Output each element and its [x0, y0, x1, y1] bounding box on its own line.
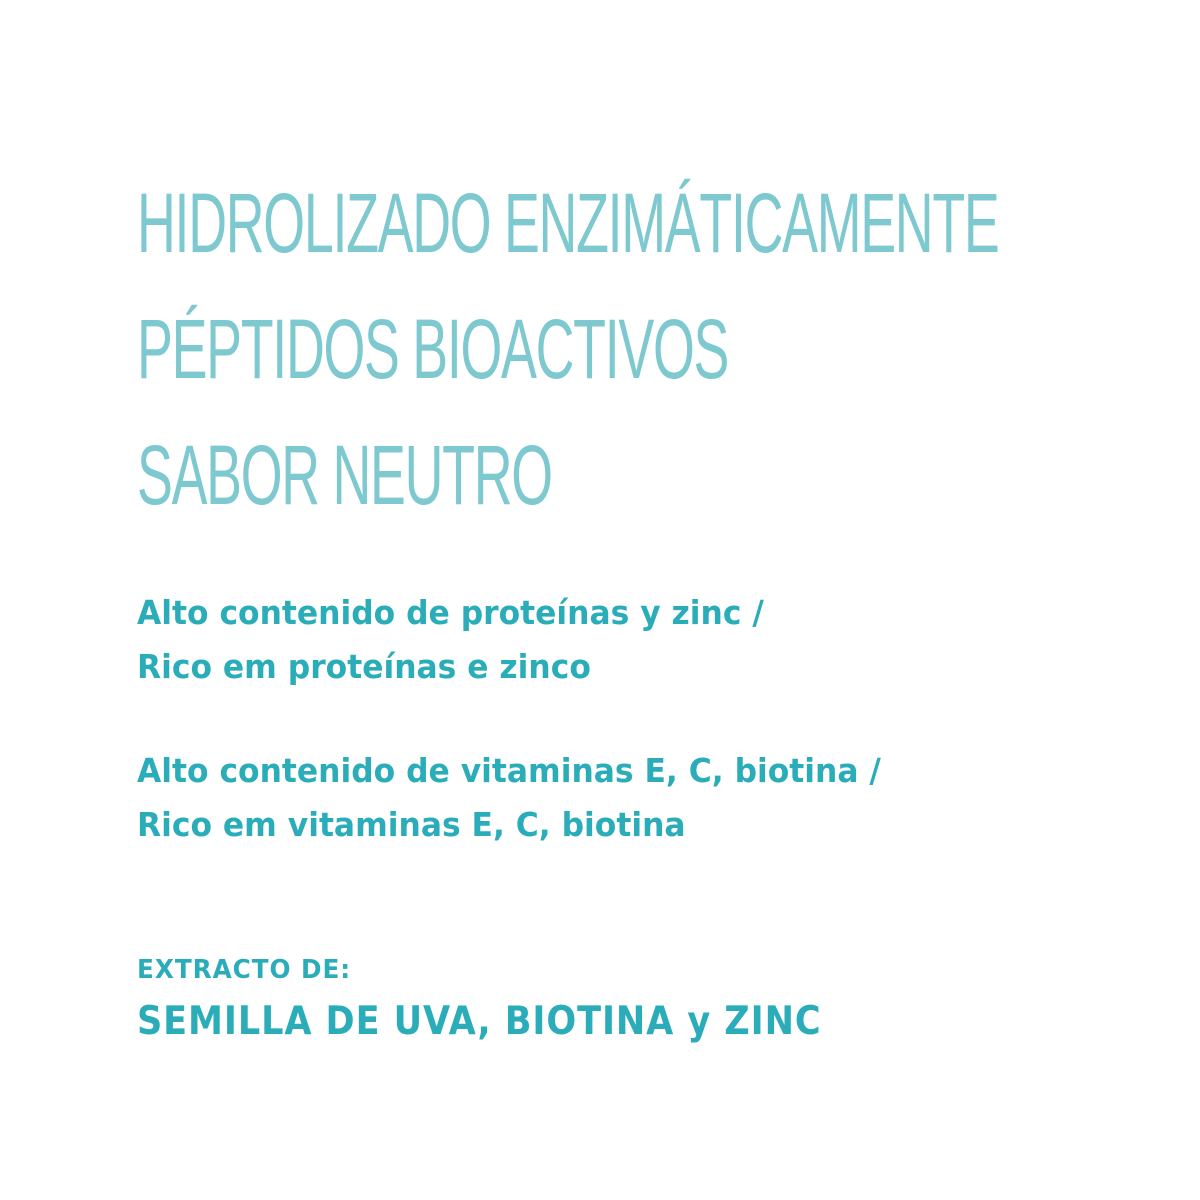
claim-protein-zinc [137, 586, 764, 694]
extract-label: EXTRACTO DE: [137, 955, 352, 985]
claim-vitamins-pt: Rico em vitaminas E, C, biotina [137, 805, 686, 844]
claim-protein-zinc-pt: Rico em proteínas e zinco [137, 647, 591, 686]
claim-protein-zinc-es: Alto contenido de proteínas y zinc / [137, 593, 764, 632]
headline-line-flavor: SABOR NEUTRO [137, 428, 552, 522]
headline-line-hydrolyzed: HIDROLIZADO ENZIMÁTICAMENTE [137, 176, 999, 270]
headline-line-peptides: PÉPTIDOS BIOACTIVOS [137, 302, 729, 396]
extract-ingredients: SEMILLA DE UVA, BIOTINA y ZINC [137, 999, 822, 1044]
claim-vitamins [137, 744, 881, 852]
headline [137, 160, 998, 538]
claim-vitamins-es: Alto contenido de vitaminas E, C, biotina / [137, 751, 881, 790]
